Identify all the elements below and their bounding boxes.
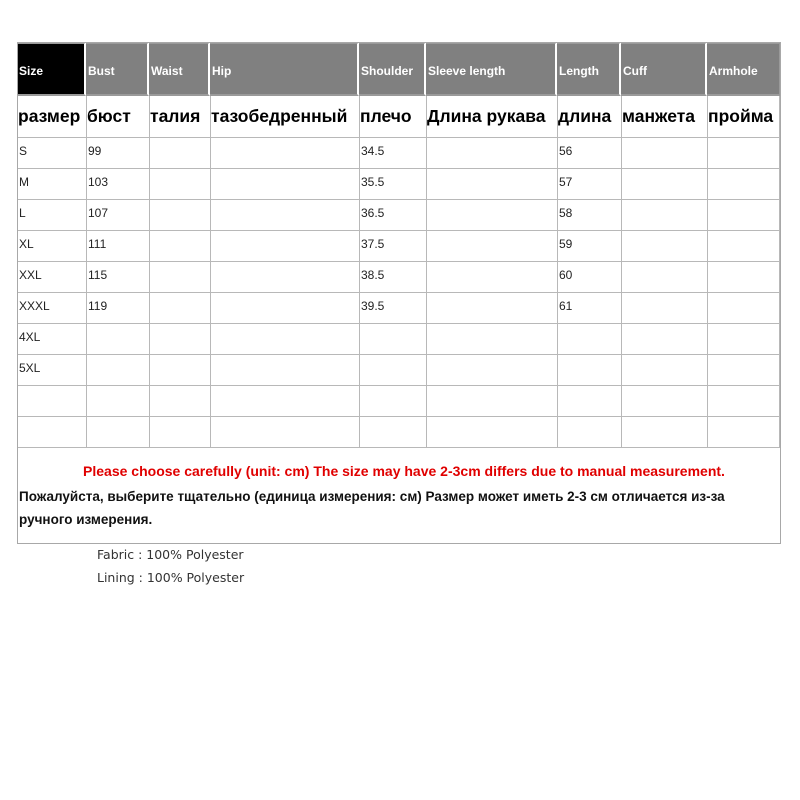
measurement-cell: 35.5	[361, 175, 385, 189]
measurement-cell: 111	[88, 237, 107, 251]
header-size: Size	[17, 42, 86, 96]
measurement-cell: 38.5	[361, 268, 385, 282]
header-ru-size: размер	[18, 106, 81, 126]
measurement-cell: 99	[88, 144, 102, 158]
header-bust: Bust	[86, 42, 149, 96]
measurement-cell: 60	[559, 268, 573, 282]
measurement-cell: 58	[559, 206, 573, 220]
header-ru-cuff: манжета	[622, 106, 695, 126]
fabric-composition: Fabric : 100% Polyester	[97, 547, 244, 562]
header-ru-armhole: пройма	[708, 106, 774, 126]
header-sleeve-length: Sleeve length	[426, 42, 557, 96]
measurement-cell: 36.5	[361, 206, 385, 220]
measurement-cell: 57	[559, 175, 573, 189]
size-label-cell: XL	[19, 237, 34, 251]
measurement-cell: 59	[559, 237, 573, 251]
measurement-cell: 107	[88, 206, 109, 220]
size-label-cell: L	[19, 206, 26, 220]
size-chart	[17, 42, 781, 544]
lining-composition: Lining : 100% Polyester	[97, 570, 245, 585]
header-shoulder: Shoulder	[359, 42, 426, 96]
header-ru-waist: талия	[150, 106, 201, 126]
size-label-cell: XXL	[19, 268, 42, 282]
measurement-cell: 34.5	[361, 144, 385, 158]
header-ru-bust: бюст	[87, 106, 131, 126]
size-label-cell: S	[19, 144, 28, 158]
header-ru-length: длина	[558, 106, 612, 126]
measurement-cell: 115	[88, 268, 108, 282]
measurement-cell: 37.5	[361, 237, 385, 251]
header-length: Length	[557, 42, 621, 96]
header-armhole: Armhole	[707, 42, 781, 96]
header-ru-shoulder: плечо	[360, 106, 412, 126]
size-label-cell: M	[19, 175, 29, 189]
size-label-cell: XXXL	[19, 299, 50, 313]
measurement-cell: 39.5	[361, 299, 385, 313]
header-ru-sleeve-length: Длина рукава	[427, 106, 546, 126]
header-ru-hip: тазобедренный	[211, 106, 348, 126]
measurement-cell: 61	[559, 299, 573, 313]
measurement-note-en: Please choose carefully (unit: cm) The size may have 2-3cm differs due to manual measurement.	[83, 463, 725, 479]
size-label-cell: 5XL	[19, 361, 41, 375]
measurement-note-ru: Пожалуйста, выберите тщательно (единица измерения: см) Размер может иметь 2-3 см отличается из-за ручного измерения.	[19, 489, 725, 527]
header-hip: Hip	[210, 42, 359, 96]
header-cuff: Cuff	[621, 42, 707, 96]
header-waist: Waist	[149, 42, 210, 96]
measurement-cell: 119	[88, 299, 108, 313]
measurement-cell: 103	[88, 175, 109, 189]
table-frame	[17, 42, 781, 544]
measurement-cell: 56	[559, 144, 573, 158]
size-label-cell: 4XL	[19, 330, 41, 344]
